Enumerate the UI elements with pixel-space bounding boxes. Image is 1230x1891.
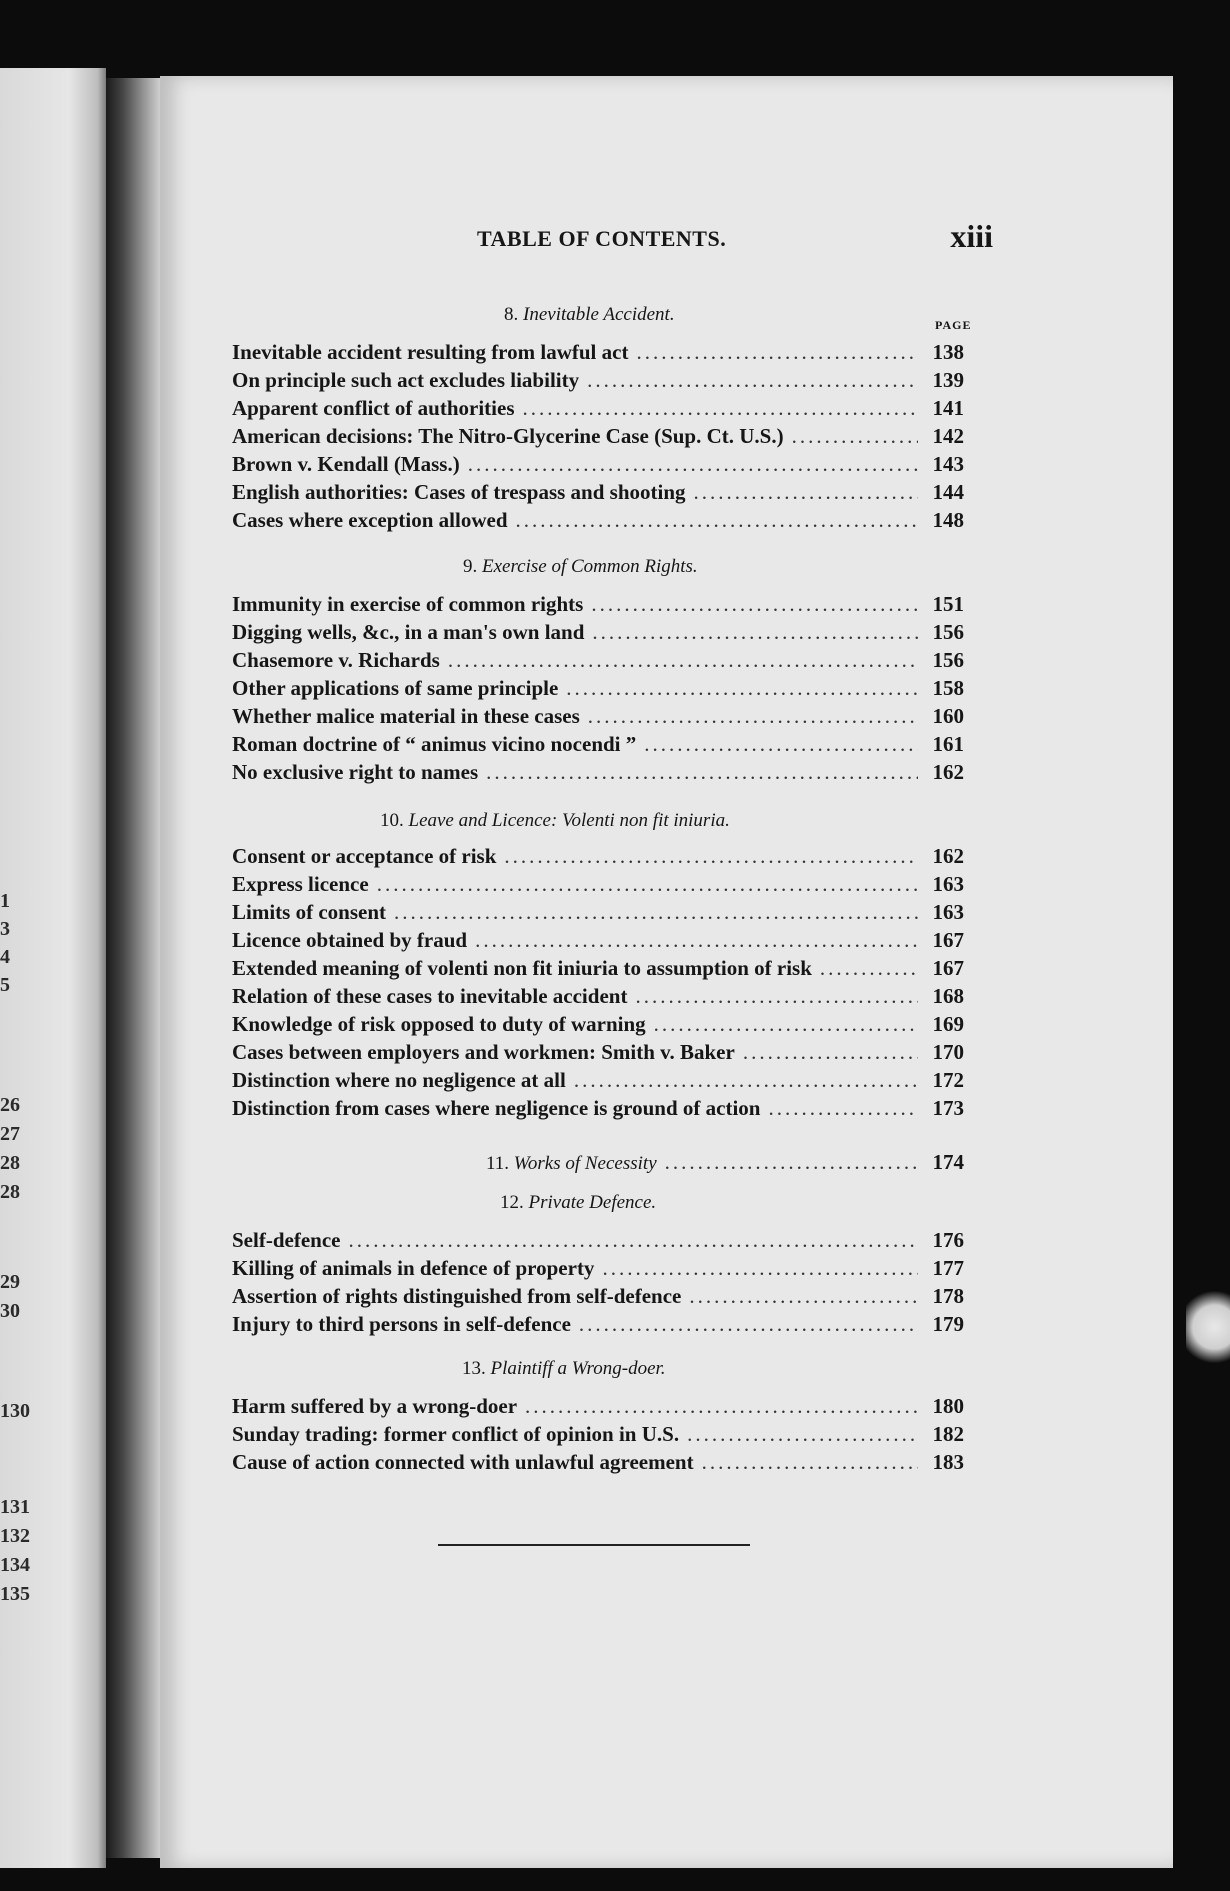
- dot-leader: [591, 592, 918, 617]
- toc-entry-page: 168: [932, 984, 964, 1008]
- section-heading: [504, 304, 675, 326]
- toc-entry-page: 138: [932, 340, 964, 364]
- section-title: Leave and Licence: Volenti non fit iniuria.: [408, 810, 730, 831]
- toc-entry: [232, 648, 964, 675]
- section-number: 9.: [463, 556, 478, 577]
- dot-leader: [687, 1422, 918, 1447]
- toc-entry-page: 143: [932, 452, 964, 476]
- toc-entry-page: 156: [932, 648, 964, 672]
- section-heading: [463, 556, 698, 578]
- facing-page-number: 28: [0, 1181, 20, 1203]
- toc-entry-text: Extended meaning of volenti non fit iniuria to assumption of risk: [232, 956, 812, 980]
- section-heading: [486, 1150, 964, 1177]
- dot-leader: [588, 704, 918, 729]
- toc-entry-text: Distinction from cases where negligence is ground of action: [232, 1096, 761, 1120]
- toc-entry-text: American decisions: The Nitro-Glycerine Case (Sup. Ct. U.S.): [232, 424, 784, 448]
- toc-entry-page: 142: [932, 424, 964, 448]
- toc-entry-page: 179: [932, 1312, 964, 1336]
- toc-entry: [232, 1450, 964, 1477]
- page-header: [233, 218, 993, 266]
- toc-entry-page: 176: [932, 1228, 964, 1252]
- facing-page-number: 135: [0, 1583, 30, 1605]
- facing-page-number: 29: [0, 1271, 20, 1293]
- toc-entry-page: 162: [932, 760, 964, 784]
- dot-leader: [574, 1068, 918, 1093]
- toc-entry: [232, 1422, 964, 1449]
- toc-entry-text: Distinction where no negligence at all: [232, 1068, 566, 1092]
- toc-entry-page: 151: [932, 592, 964, 616]
- toc-entry-page: 182: [932, 1422, 964, 1446]
- toc-entry: [232, 900, 964, 927]
- facing-page-number: 27: [0, 1123, 20, 1145]
- dot-leader: [644, 732, 918, 757]
- toc-entry-text: English authorities: Cases of trespass and shooting: [232, 480, 686, 504]
- dot-leader: [579, 1312, 918, 1337]
- facing-page-number: 131: [0, 1496, 30, 1518]
- section-number: 12.: [500, 1192, 524, 1213]
- dot-leader: [602, 1256, 918, 1281]
- toc-entry-text: No exclusive right to names: [232, 760, 479, 784]
- page-folio: xiii: [950, 218, 993, 254]
- toc-entry-text: Knowledge of risk opposed to duty of warning: [232, 1012, 646, 1036]
- toc-entry: [232, 340, 964, 367]
- facing-page-number: 5: [0, 974, 10, 996]
- facing-page-number: 4: [0, 946, 10, 968]
- toc-entry-text: Assertion of rights distinguished from self-defence: [232, 1284, 682, 1308]
- dot-leader: [592, 620, 918, 645]
- toc-entry: [232, 676, 964, 703]
- toc-entry-text: Relation of these cases to inevitable accident: [232, 984, 628, 1008]
- section-number: 11.: [486, 1153, 510, 1174]
- toc-entry-text: Cause of action connected with unlawful agreement: [232, 1450, 694, 1474]
- dot-leader: [654, 1012, 918, 1037]
- toc-entry: [232, 928, 964, 955]
- toc-entry: [232, 592, 964, 619]
- dot-leader: [768, 1096, 918, 1121]
- toc-entry: [232, 732, 964, 759]
- dot-leader: [486, 760, 918, 785]
- dot-leader: [475, 928, 918, 953]
- toc-entry-page: 148: [932, 508, 964, 532]
- facing-page-number: 30: [0, 1300, 20, 1322]
- toc-entry-page: 178: [932, 1284, 964, 1308]
- toc-entry: [232, 872, 964, 899]
- dot-leader: [468, 452, 918, 477]
- dot-leader: [525, 1394, 918, 1419]
- toc-entry-text: On principle such act excludes liability: [232, 368, 580, 392]
- toc-entry-page: 172: [932, 1068, 964, 1092]
- book-gutter: [106, 78, 162, 1858]
- toc-entry-text: Cases where exception allowed: [232, 508, 508, 532]
- toc-entry-text: Sunday trading: former conflict of opinion in U.S.: [232, 1422, 680, 1446]
- toc-entry: [232, 1012, 964, 1039]
- section-title: Plaintiff a Wrong-doer.: [490, 1358, 666, 1379]
- toc-entry: [232, 1394, 964, 1421]
- toc-entry-text: Licence obtained by fraud: [232, 928, 468, 952]
- toc-entry-page: 144: [932, 480, 964, 504]
- toc-entry-page: 170: [932, 1040, 964, 1064]
- facing-page-number: 28: [0, 1152, 20, 1174]
- toc-entry-text: Limits of consent: [232, 900, 386, 924]
- toc-entry-text: Other applications of same principle: [232, 676, 559, 700]
- toc-entry: [232, 956, 964, 983]
- dot-leader: [702, 1450, 918, 1475]
- toc-entry-page: 162: [932, 844, 964, 868]
- toc-entry: [232, 396, 964, 423]
- toc-entry: [232, 1312, 964, 1339]
- dot-leader: [689, 1284, 918, 1309]
- toc-entry-text: Chasemore v. Richards: [232, 648, 440, 672]
- section-number: 8.: [504, 304, 519, 325]
- section-heading: [500, 1192, 656, 1214]
- toc-entry: [232, 984, 964, 1011]
- facing-page-number: 134: [0, 1554, 30, 1576]
- toc-entry-text: Immunity in exercise of common rights: [232, 592, 584, 616]
- toc-entry: [232, 1228, 964, 1255]
- toc-entry: [232, 1040, 964, 1067]
- toc-entry-page: 167: [932, 956, 964, 980]
- toc-entry: [232, 480, 964, 507]
- dot-leader: [820, 956, 918, 981]
- toc-entry-text: Roman doctrine of “ animus vicino nocendi ”: [232, 732, 637, 756]
- toc-entry-page: 141: [932, 396, 964, 420]
- toc-entry-page: 156: [932, 620, 964, 644]
- toc-entry: [232, 1256, 964, 1283]
- toc-entry-text: Digging wells, &c., in a man's own land: [232, 620, 585, 644]
- page-column-label: PAGE: [935, 318, 972, 332]
- section-number: 10.: [380, 810, 404, 831]
- toc-entry-text: Cases between employers and workmen: Smith v. Baker: [232, 1040, 735, 1064]
- dot-leader: [635, 984, 918, 1009]
- toc-entry-page: 180: [932, 1394, 964, 1418]
- toc-entry-text: Apparent conflict of authorities: [232, 396, 515, 420]
- toc-entry-page: 169: [932, 1012, 964, 1036]
- toc-entry-page: 167: [932, 928, 964, 952]
- toc-entry: [232, 620, 964, 647]
- section-number: 13.: [462, 1358, 486, 1379]
- dot-leader: [394, 900, 918, 925]
- section-heading: [462, 1358, 666, 1380]
- toc-entry-page: 161: [932, 732, 964, 756]
- dot-leader: [348, 1228, 918, 1253]
- dot-leader: [694, 480, 918, 505]
- toc-entry: [232, 424, 964, 451]
- facing-page-edge: [0, 68, 106, 1868]
- toc-entry: [232, 704, 964, 731]
- dot-leader: [523, 396, 918, 421]
- toc-entry-text: Self-defence: [232, 1228, 341, 1252]
- facing-page-number: 1: [0, 890, 10, 912]
- toc-entry: [232, 368, 964, 395]
- toc-entry-page: 174: [932, 1150, 964, 1174]
- toc-entry-page: 139: [932, 368, 964, 392]
- toc-entry: [232, 844, 964, 871]
- toc-entry-page: 173: [932, 1096, 964, 1120]
- dot-leader: [636, 340, 918, 365]
- toc-entry-text: Express licence: [232, 872, 369, 896]
- toc-entry-text: Inevitable accident resulting from lawful act: [232, 340, 629, 364]
- dot-leader: [587, 368, 918, 393]
- toc-entry-text: Brown v. Kendall (Mass.): [232, 452, 460, 476]
- facing-page-number: 130: [0, 1400, 30, 1422]
- dot-leader: [377, 872, 918, 897]
- dot-leader: [566, 676, 918, 701]
- page-edge-mark: [1186, 1288, 1230, 1366]
- toc-entry: [232, 760, 964, 787]
- toc-entry-page: 160: [932, 704, 964, 728]
- section-title: Private Defence.: [528, 1192, 657, 1213]
- section-title: Exercise of Common Rights.: [482, 556, 698, 577]
- toc-entry-text: Consent or acceptance of risk: [232, 844, 497, 868]
- toc-entry-text: Killing of animals in defence of property: [232, 1256, 595, 1280]
- facing-page-number: 132: [0, 1525, 30, 1547]
- end-rule: [438, 1544, 750, 1546]
- facing-page-number: 26: [0, 1094, 20, 1116]
- toc-entry: [232, 1096, 964, 1123]
- page-title: TABLE OF CONTENTS.: [477, 226, 727, 251]
- toc-entry: [232, 452, 964, 479]
- toc-entry-page: 183: [932, 1450, 964, 1474]
- dot-leader: [743, 1040, 918, 1065]
- dot-leader: [516, 508, 919, 533]
- dot-leader: [792, 424, 918, 449]
- section-title: Inevitable Accident.: [523, 304, 675, 325]
- section-title: Works of Necessity: [513, 1153, 657, 1174]
- toc-entry-page: 163: [932, 900, 964, 924]
- section-heading-text: [486, 1153, 657, 1175]
- toc-entry: [232, 508, 964, 535]
- dot-leader: [665, 1150, 918, 1175]
- dot-leader: [448, 648, 918, 673]
- dot-leader: [504, 844, 918, 869]
- toc-entry-page: 158: [932, 676, 964, 700]
- toc-entry-text: Whether malice material in these cases: [232, 704, 580, 728]
- toc-entry: [232, 1284, 964, 1311]
- section-heading: [380, 810, 730, 832]
- toc-entry: [232, 1068, 964, 1095]
- toc-entry-page: 163: [932, 872, 964, 896]
- toc-entry-text: Injury to third persons in self-defence: [232, 1312, 571, 1336]
- toc-entry-text: Harm suffered by a wrong-doer: [232, 1394, 518, 1418]
- facing-page-number: 3: [0, 918, 10, 940]
- toc-entry-page: 177: [932, 1256, 964, 1280]
